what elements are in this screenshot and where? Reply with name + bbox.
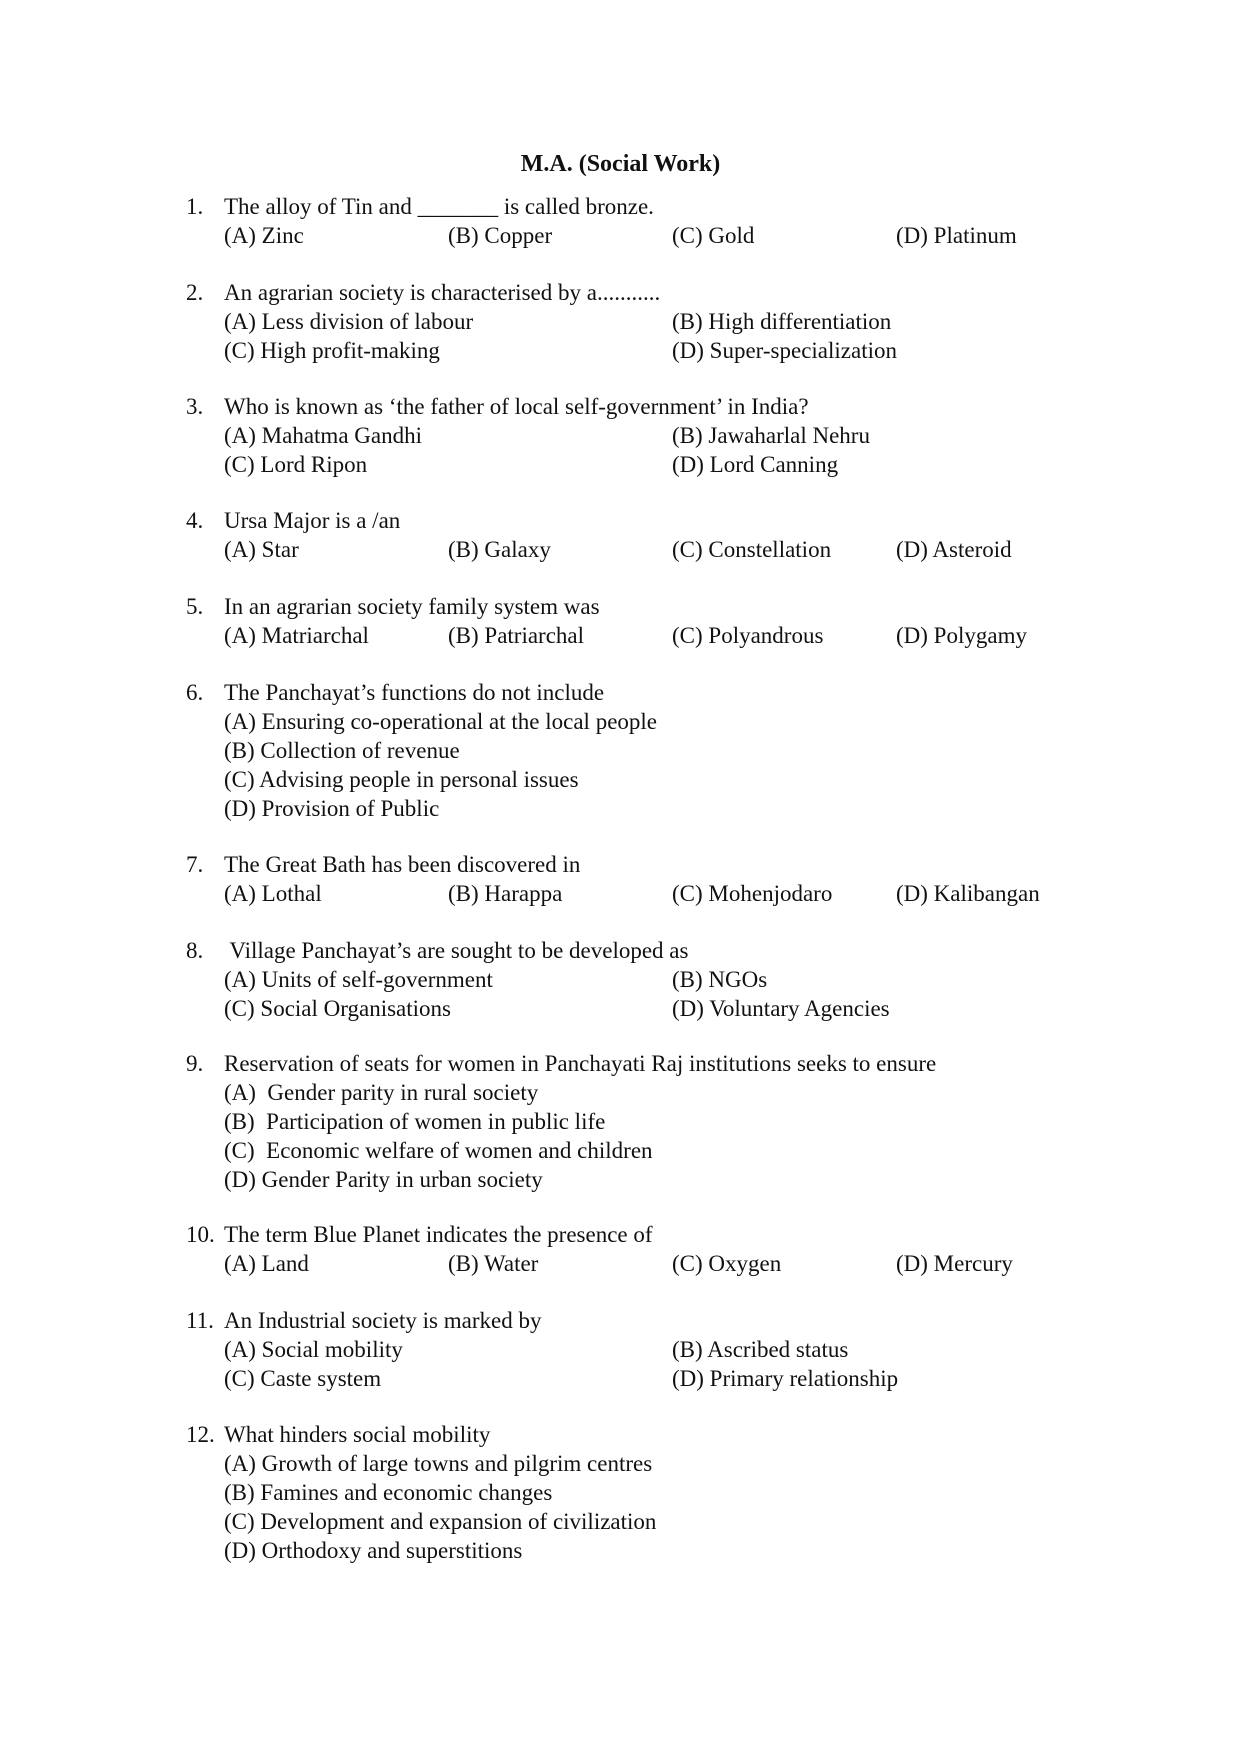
option-d: (D) Primary relationship <box>672 1366 899 1391</box>
option-b: (B) Galaxy <box>448 537 551 562</box>
question-number: 6. <box>186 680 204 705</box>
option-d: (D) Lord Canning <box>672 452 839 477</box>
question-9 <box>186 1049 1086 1194</box>
question-number: 5. <box>186 594 204 619</box>
option-a: (A) Zinc <box>224 223 304 248</box>
option-d: (D) Mercury <box>896 1251 1013 1276</box>
question-text: The Panchayat’s functions do not include <box>224 680 605 705</box>
option-c: (C) Lord Ripon <box>224 452 368 477</box>
question-number: 1. <box>186 194 204 219</box>
option-c: (C) High profit-making <box>224 338 440 363</box>
option-c: (C) Gold <box>672 223 755 248</box>
question-2 <box>186 278 1086 365</box>
option-a: (A) Ensuring co-operational at the local people <box>224 709 658 734</box>
question-text: An Industrial society is marked by <box>224 1308 542 1333</box>
option-b: (B) Collection of revenue <box>224 738 460 763</box>
question-text: The Great Bath has been discovered in <box>224 852 581 877</box>
question-text: What hinders social mobility <box>224 1422 491 1447</box>
option-b: (B) Water <box>448 1251 539 1276</box>
option-d: (D) Gender Parity in urban society <box>224 1167 543 1192</box>
option-d: (D) Kalibangan <box>896 881 1040 906</box>
option-a: (A) Mahatma Gandhi <box>224 423 422 448</box>
option-d: (D) Polygamy <box>896 623 1027 648</box>
question-number: 10. <box>186 1222 215 1247</box>
option-b: (B) Famines and economic changes <box>224 1480 553 1505</box>
option-b: (B) Jawaharlal Nehru <box>672 423 870 448</box>
option-d: (D) Platinum <box>896 223 1017 248</box>
question-text: Ursa Major is a /an <box>224 508 401 533</box>
option-b: (B) High differentiation <box>672 309 892 334</box>
option-c: (C) Mohenjodaro <box>672 881 833 906</box>
option-a: (A) Less division of labour <box>224 309 474 334</box>
question-number: 3. <box>186 394 204 419</box>
option-b: (B) NGOs <box>672 967 768 992</box>
question-8 <box>186 936 1086 1023</box>
option-d: (D) Voluntary Agencies <box>672 996 890 1021</box>
question-number: 8. <box>186 938 204 963</box>
question-text: Who is known as ‘the father of local self-government’ in India? <box>224 394 809 419</box>
page-title: M.A. (Social Work) <box>520 151 721 177</box>
question-text: The alloy of Tin and _______ is called bronze. <box>224 194 654 219</box>
question-10 <box>186 1220 1086 1278</box>
option-a: (A) Lothal <box>224 881 322 906</box>
option-c: (C) Economic welfare of women and children <box>224 1138 653 1163</box>
question-12 <box>186 1420 1086 1565</box>
question-11 <box>186 1306 1086 1393</box>
question-number: 4. <box>186 508 204 533</box>
option-c: (C) Oxygen <box>672 1251 782 1276</box>
option-a: (A) Growth of large towns and pilgrim centres <box>224 1451 653 1476</box>
option-a: (A) Social mobility <box>224 1337 403 1362</box>
option-c: (C) Polyandrous <box>672 623 824 648</box>
option-b: (B) Harappa <box>448 881 563 906</box>
question-text: The term Blue Planet indicates the presence of <box>224 1222 653 1247</box>
question-text: Reservation of seats for women in Panchayati Raj institutions seeks to ensure <box>224 1051 937 1076</box>
question-5 <box>186 592 1086 650</box>
option-a: (A) Land <box>224 1251 309 1276</box>
question-7 <box>186 850 1086 908</box>
question-number: 11. <box>186 1308 214 1333</box>
question-3 <box>186 392 1086 479</box>
option-c: (C) Development and expansion of civilization <box>224 1509 657 1534</box>
option-b: (B) Copper <box>448 223 553 248</box>
question-number: 7. <box>186 852 204 877</box>
option-b: (B) Participation of women in public life <box>224 1109 606 1134</box>
option-c: (C) Advising people in personal issues <box>224 767 579 792</box>
option-d: (D) Orthodoxy and superstitions <box>224 1538 523 1563</box>
question-number: 9. <box>186 1051 204 1076</box>
option-b: (B) Ascribed status <box>672 1337 849 1362</box>
option-a: (A) Units of self-government <box>224 967 493 992</box>
option-c: (C) Caste system <box>224 1366 382 1391</box>
option-b: (B) Patriarchal <box>448 623 585 648</box>
option-d: (D) Asteroid <box>896 537 1012 562</box>
question-1 <box>186 192 1086 250</box>
question-number: 12. <box>186 1422 215 1447</box>
option-c: (C) Constellation <box>672 537 832 562</box>
question-text: In an agrarian society family system was <box>224 594 600 619</box>
question-4 <box>186 506 1086 564</box>
question-text: An agrarian society is characterised by a........... <box>224 280 661 305</box>
question-text: Village Panchayat’s are sought to be developed as <box>224 938 689 963</box>
question-6 <box>186 678 1086 823</box>
option-a: (A) Matriarchal <box>224 623 369 648</box>
question-number: 2. <box>186 280 204 305</box>
option-d: (D) Provision of Public <box>224 796 440 821</box>
option-a: (A) Star <box>224 537 299 562</box>
option-a: (A) Gender parity in rural society <box>224 1080 539 1105</box>
option-c: (C) Social Organisations <box>224 996 451 1021</box>
option-d: (D) Super-specialization <box>672 338 897 363</box>
